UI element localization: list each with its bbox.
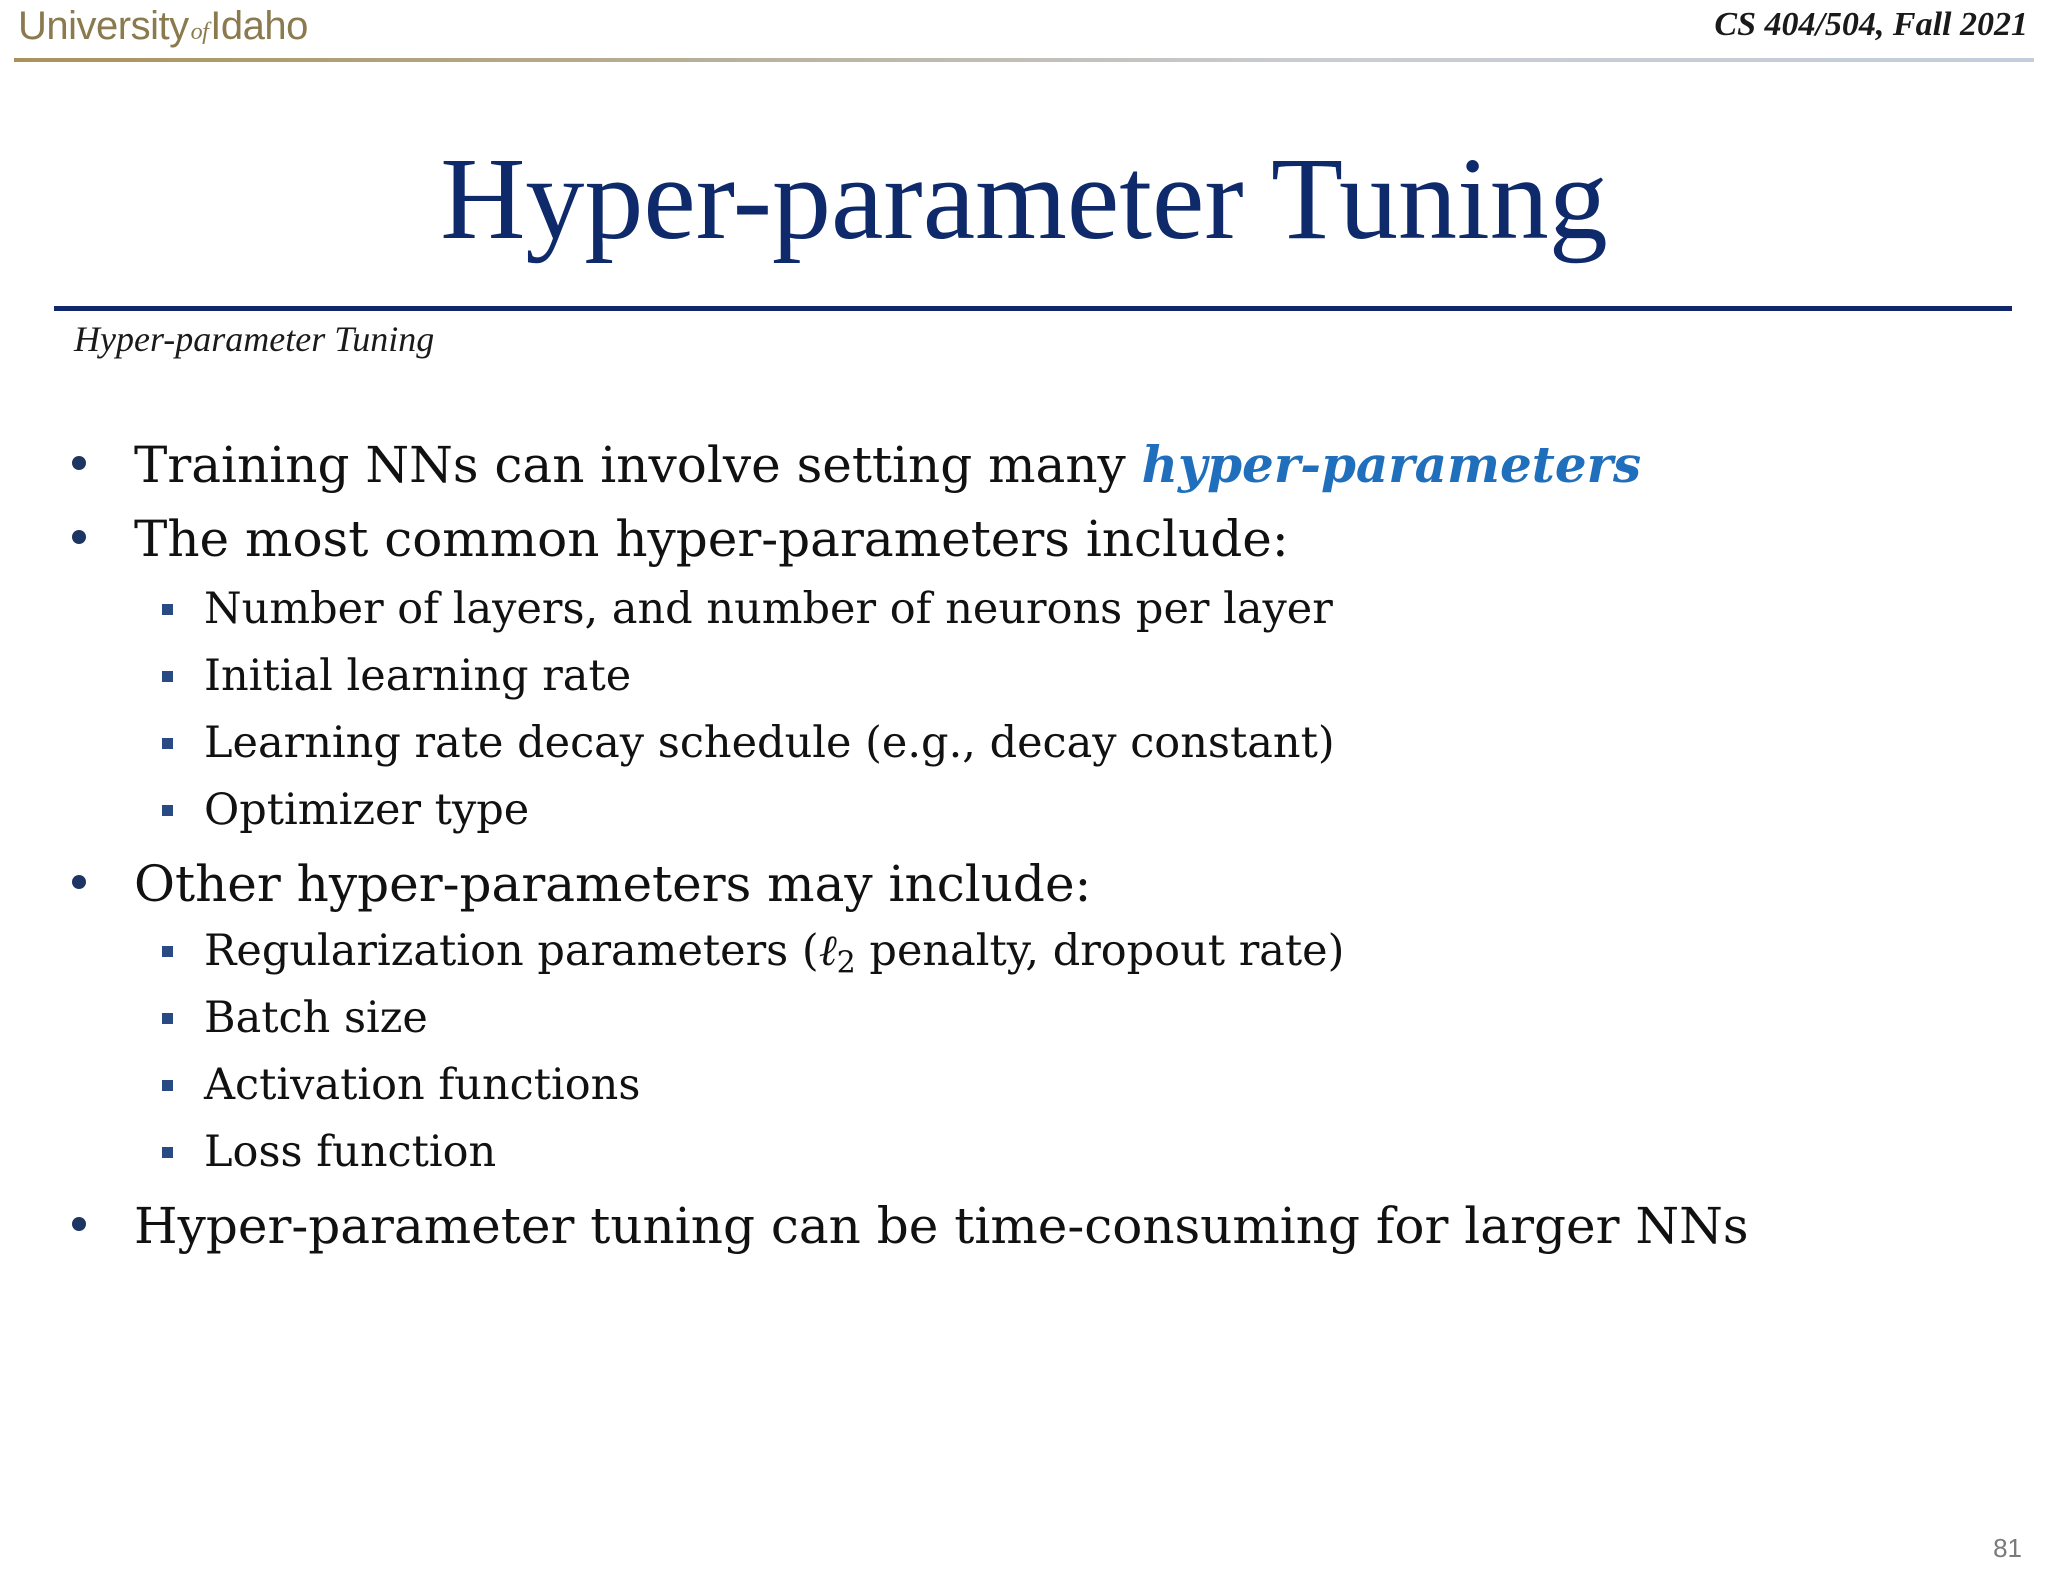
sub-list-item <box>204 993 428 1043</box>
list-item <box>134 435 1642 494</box>
course-label: CS 404/504, Fall 2021 <box>1714 6 2028 43</box>
bullet-dot-icon <box>72 456 86 470</box>
section-label: Hyper-parameter Tuning <box>74 319 435 359</box>
list-item <box>134 1197 1749 1255</box>
highlighted-term: hyper-parameters <box>1141 435 1642 494</box>
logo-university: University <box>18 4 189 48</box>
bullet-dot-icon <box>72 875 86 889</box>
logo-of: of <box>190 19 209 45</box>
bullet-dot-icon <box>72 530 86 544</box>
bullet-square-icon <box>162 1013 173 1024</box>
page-number: 81 <box>1993 1533 2022 1563</box>
bullet-square-icon <box>162 671 173 682</box>
sub-bullet-text: Number of layers, and number of neurons per layer <box>204 584 1333 634</box>
logo-idaho: Idaho <box>210 4 308 48</box>
sub-bullet-text: Regularization parameters ( <box>204 926 819 976</box>
sub-bullet-text: Initial learning rate <box>204 651 632 701</box>
bullet-square-icon <box>162 1147 173 1158</box>
header-divider <box>14 58 2034 62</box>
bullet-square-icon <box>162 738 173 749</box>
list-item <box>134 855 1092 913</box>
sub-list-item <box>204 926 1345 981</box>
sub-list-item <box>204 785 530 835</box>
slide-title: Hyper-parameter Tuning <box>440 133 1608 264</box>
sub-list-item <box>204 1060 641 1110</box>
sub-bullet-text-tail: penalty, dropout rate) <box>855 926 1345 976</box>
bullet-square-icon <box>162 1080 173 1091</box>
ell-symbol: ℓ <box>818 926 837 976</box>
sub-list-item <box>204 1127 497 1177</box>
sub-bullet-text: Loss function <box>204 1127 497 1177</box>
bullet-dot-icon <box>72 1217 86 1231</box>
sub-list-item <box>204 718 1335 768</box>
sub-bullet-text: Learning rate decay schedule (e.g., decay constant) <box>204 718 1335 768</box>
list-item <box>134 510 1289 568</box>
bullet-square-icon <box>162 805 173 816</box>
sub-bullet-text: Activation functions <box>204 1060 641 1110</box>
bullet-square-icon <box>162 946 173 957</box>
bullet-text: The most common hyper-parameters include: <box>134 510 1289 568</box>
sub-bullet-text: Batch size <box>204 993 428 1043</box>
subscript: 2 <box>836 945 856 981</box>
university-logo <box>18 4 308 49</box>
sub-list-item <box>204 584 1333 634</box>
sub-bullet-text: Optimizer type <box>204 785 530 835</box>
bullet-text: Training NNs can involve setting many <box>134 436 1142 494</box>
bullet-text: Hyper-parameter tuning can be time-consuming for larger NNs <box>134 1197 1749 1255</box>
sub-list-item <box>204 651 632 701</box>
bullet-square-icon <box>162 604 173 615</box>
bullet-text: Other hyper-parameters may include: <box>134 855 1092 913</box>
title-divider <box>54 306 2012 311</box>
